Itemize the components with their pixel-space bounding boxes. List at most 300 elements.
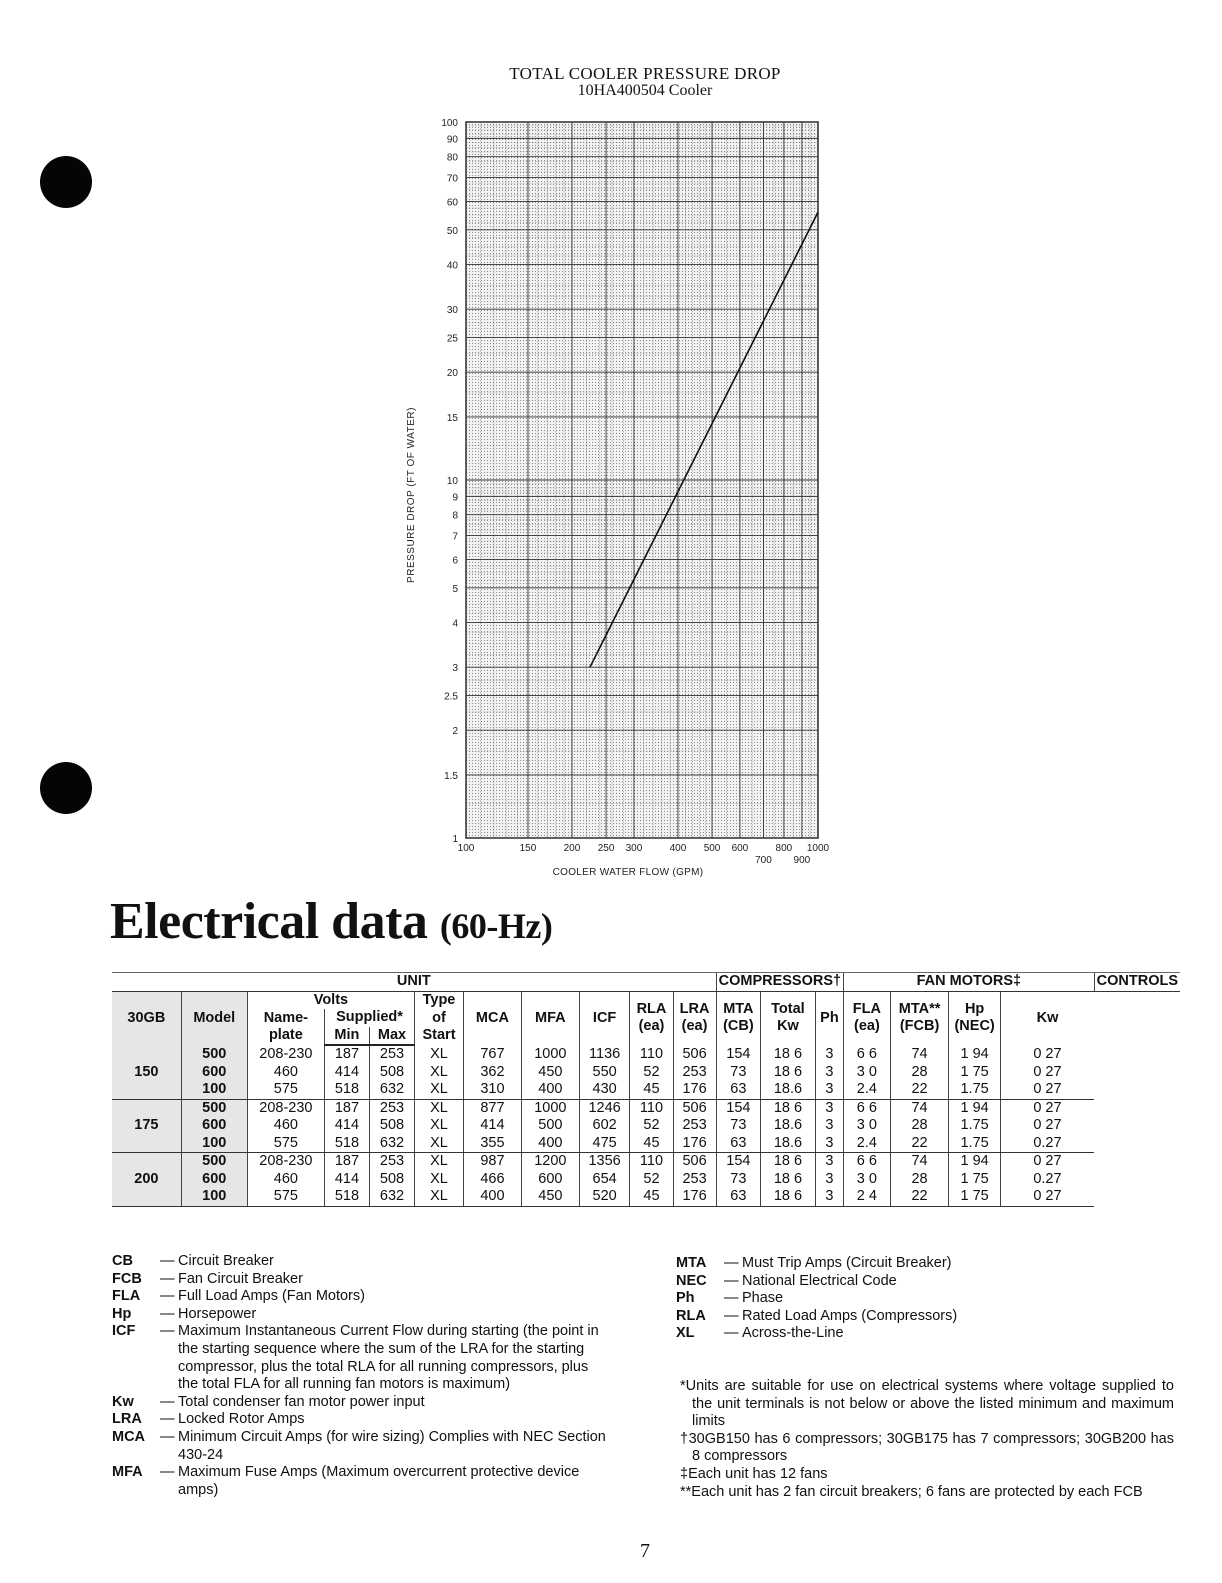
table-row bbox=[112, 1188, 1180, 1206]
table-cell: 6 6 bbox=[844, 1153, 891, 1171]
table-cell: 450 bbox=[521, 1064, 579, 1082]
table-cell: 508 bbox=[369, 1064, 414, 1082]
legend-dash: — bbox=[160, 1270, 175, 1287]
table-cell: 253 bbox=[673, 1117, 716, 1135]
table-cell: 1.75 bbox=[949, 1117, 1000, 1135]
table-cell: 3 bbox=[815, 1064, 843, 1082]
x-tick-label: 600 bbox=[731, 843, 749, 854]
x-tick-label: 300 bbox=[625, 843, 643, 854]
legend-definition: Must Trip Amps (Circuit Breaker) bbox=[742, 1255, 952, 1271]
group-controls: CONTROLS bbox=[1094, 973, 1180, 992]
legend-abbr: CB bbox=[112, 1253, 133, 1269]
legend-definition: Phase bbox=[742, 1290, 784, 1307]
table-cell: 3 bbox=[815, 1153, 843, 1171]
table-cell: 73 bbox=[716, 1064, 761, 1082]
abbreviation-legend-right bbox=[676, 1255, 1156, 1343]
col-supplied: Supplied* bbox=[324, 1009, 414, 1027]
legend-item bbox=[112, 1411, 612, 1429]
col-fla: FLA (ea) bbox=[844, 991, 891, 1045]
table-cell: 987 bbox=[463, 1153, 521, 1171]
legend-abbr: FLA bbox=[112, 1288, 141, 1305]
table-cell: 877 bbox=[463, 1099, 521, 1117]
y-tick-label: 1 bbox=[452, 834, 458, 845]
table-cell: 3 bbox=[815, 1045, 843, 1064]
table-cell: 550 bbox=[579, 1064, 630, 1082]
table-cell: 63 bbox=[716, 1135, 761, 1153]
col-mfa: MFA bbox=[521, 991, 579, 1045]
unit-cell bbox=[112, 1153, 181, 1171]
table-cell: 74 bbox=[890, 1045, 949, 1064]
footnotes bbox=[676, 1378, 1174, 1501]
table-cell: 0 27 bbox=[1000, 1153, 1094, 1171]
table-cell: 0 27 bbox=[1000, 1099, 1094, 1117]
col-mca: MCA bbox=[463, 991, 521, 1045]
table-cell: 460 bbox=[247, 1064, 324, 1082]
table-cell: 460 bbox=[247, 1171, 324, 1189]
legend-dash: — bbox=[160, 1428, 175, 1445]
chart-subtitle: 10HA400504 Cooler bbox=[577, 82, 713, 99]
unit-cell bbox=[112, 1045, 181, 1064]
col-icf: ICF bbox=[579, 991, 630, 1045]
y-tick-label: 6 bbox=[452, 555, 458, 567]
table-cell: 632 bbox=[369, 1188, 414, 1206]
legend-dash: — bbox=[724, 1290, 739, 1307]
legend-abbr: MTA bbox=[676, 1255, 707, 1271]
col-mta-fcb: MTA** (FCB) bbox=[890, 991, 949, 1045]
table-cell: 508 bbox=[369, 1117, 414, 1135]
table-cell: 52 bbox=[630, 1117, 673, 1135]
table-cell: 2.4 bbox=[844, 1135, 891, 1153]
table-row bbox=[112, 1135, 1180, 1153]
unit-cell: 200 bbox=[112, 1171, 181, 1189]
legend-abbr: RLA bbox=[676, 1307, 706, 1324]
table-cell: 63 bbox=[716, 1188, 761, 1206]
legend-item bbox=[112, 1429, 612, 1464]
table-cell: 362 bbox=[463, 1064, 521, 1082]
y-tick-label: 90 bbox=[446, 134, 458, 146]
table-cell: 253 bbox=[369, 1045, 414, 1064]
y-axis-label: PRESSURE DROP (FT OF WATER) bbox=[406, 407, 417, 583]
x-tick-label: 1000 bbox=[806, 843, 830, 854]
y-tick-label: 1.5 bbox=[444, 770, 458, 782]
table-cell: 18 6 bbox=[761, 1099, 816, 1117]
table-cell: 450 bbox=[521, 1188, 579, 1206]
table-cell: 0.27 bbox=[1000, 1135, 1094, 1153]
legend-item bbox=[112, 1323, 612, 1393]
table-cell: 3 bbox=[815, 1081, 843, 1099]
table-cell: 602 bbox=[579, 1117, 630, 1135]
col-type-of-start: Type of Start bbox=[415, 991, 464, 1045]
table-cell: 400 bbox=[521, 1081, 579, 1099]
col-max: Max bbox=[369, 1027, 414, 1046]
legend-definition: Locked Rotor Amps bbox=[178, 1411, 305, 1428]
table-cell: 2.4 bbox=[844, 1081, 891, 1099]
legend-dash: — bbox=[160, 1411, 175, 1428]
table-cell: 508 bbox=[369, 1171, 414, 1189]
table-cell: 18.6 bbox=[761, 1135, 816, 1153]
table-cell: 1200 bbox=[521, 1153, 579, 1171]
heading-sub: (60-Hz) bbox=[439, 906, 553, 946]
table-cell: 414 bbox=[324, 1117, 369, 1135]
table-cell: 3 bbox=[815, 1099, 843, 1117]
table-cell: 208-230 bbox=[247, 1153, 324, 1171]
table-cell: 74 bbox=[890, 1099, 949, 1117]
table-cell: 600 bbox=[181, 1171, 247, 1189]
col-lra: LRA (ea) bbox=[673, 991, 716, 1045]
table-cell: 0 27 bbox=[1000, 1188, 1094, 1206]
table-cell: 73 bbox=[716, 1171, 761, 1189]
x-tick-label: 400 bbox=[669, 843, 687, 854]
footnote: **Each unit has 2 fan circuit breakers; 6 fans are protected by each FCB bbox=[680, 1483, 1143, 1500]
table-cell: XL bbox=[415, 1171, 464, 1189]
table-cell: 518 bbox=[324, 1188, 369, 1206]
x-tick-label: 700 bbox=[755, 855, 772, 866]
table-cell: 0.27 bbox=[1000, 1171, 1094, 1189]
table-cell: XL bbox=[415, 1081, 464, 1099]
legend-abbr: LRA bbox=[112, 1411, 142, 1428]
table-cell: 506 bbox=[673, 1099, 716, 1117]
table-cell: 18 6 bbox=[761, 1171, 816, 1189]
table-cell: 110 bbox=[630, 1099, 673, 1117]
table-cell: 1000 bbox=[521, 1099, 579, 1117]
group-unit: UNIT bbox=[112, 973, 716, 992]
legend-definition: Maximum Instantaneous Current Flow during starting (the point in the starting sequence where the sum of the LRA for the starting compressor, plus the total RLA for all running compressors, plus the total FLA for all running fan motors is maximum) bbox=[178, 1323, 599, 1393]
table-cell: 1 94 bbox=[949, 1045, 1000, 1064]
y-tick-label: 70 bbox=[446, 173, 458, 185]
y-tick-label: 2.5 bbox=[444, 691, 458, 703]
legend-definition: Rated Load Amps (Compressors) bbox=[742, 1307, 958, 1324]
table-cell: 253 bbox=[369, 1153, 414, 1171]
table-cell: 52 bbox=[630, 1171, 673, 1189]
col-volts: Volts bbox=[247, 991, 414, 1009]
legend-item bbox=[112, 1271, 612, 1289]
table-cell: 3 bbox=[815, 1171, 843, 1189]
unit-cell bbox=[112, 1099, 181, 1117]
table-cell: 208-230 bbox=[247, 1045, 324, 1064]
legend-dash: — bbox=[724, 1325, 739, 1342]
col-30gb: 30GB bbox=[112, 991, 181, 1045]
y-tick-label: 80 bbox=[446, 152, 458, 164]
footnote: *Units are suitable for use on electrical systems where voltage supplied to the unit terminals is not below or above the listed minimum and maximum limits bbox=[680, 1378, 1174, 1430]
table-cell: 18 6 bbox=[761, 1188, 816, 1206]
table-cell: 520 bbox=[579, 1188, 630, 1206]
y-tick-label: 4 bbox=[452, 618, 458, 630]
table-cell: 52 bbox=[630, 1064, 673, 1082]
table-cell: XL bbox=[415, 1045, 464, 1064]
table-row bbox=[112, 1064, 1180, 1082]
table-cell: 1 75 bbox=[949, 1171, 1000, 1189]
table-cell: 1 75 bbox=[949, 1064, 1000, 1082]
table-cell: 1 94 bbox=[949, 1099, 1000, 1117]
table-cell: 1 75 bbox=[949, 1188, 1000, 1206]
table-cell: 176 bbox=[673, 1081, 716, 1099]
table-cell: 3 bbox=[815, 1117, 843, 1135]
table-cell: 3 0 bbox=[844, 1064, 891, 1082]
table-cell: 1136 bbox=[579, 1045, 630, 1064]
y-tick-label: 2 bbox=[452, 726, 458, 738]
abbreviation-legend-left bbox=[112, 1253, 612, 1499]
table-cell: 45 bbox=[630, 1188, 673, 1206]
table-cell: 632 bbox=[369, 1135, 414, 1153]
x-tick-label: 100 bbox=[457, 843, 475, 854]
table-cell: XL bbox=[415, 1064, 464, 1082]
unit-cell: 150 bbox=[112, 1064, 181, 1082]
table-cell: 654 bbox=[579, 1171, 630, 1189]
table-cell: 45 bbox=[630, 1135, 673, 1153]
table-cell: 600 bbox=[521, 1171, 579, 1189]
legend-item bbox=[112, 1464, 612, 1499]
table-cell: 3 bbox=[815, 1135, 843, 1153]
table-cell: 400 bbox=[521, 1135, 579, 1153]
legend-item bbox=[112, 1253, 612, 1271]
legend-item bbox=[676, 1273, 1156, 1291]
table-cell: 575 bbox=[247, 1188, 324, 1206]
table-row bbox=[112, 1099, 1180, 1117]
table-cell: 253 bbox=[369, 1099, 414, 1117]
x-tick-label: 250 bbox=[597, 843, 615, 854]
table-row bbox=[112, 1045, 1180, 1064]
legend-abbr: MCA bbox=[112, 1428, 146, 1445]
y-tick-label: 20 bbox=[446, 368, 458, 380]
legend-dash: — bbox=[160, 1323, 175, 1340]
table-cell: 154 bbox=[716, 1045, 761, 1064]
table-cell: 500 bbox=[181, 1099, 247, 1117]
electrical-data-table bbox=[112, 972, 1180, 1207]
y-tick-label: 5 bbox=[452, 583, 458, 595]
table-cell: 506 bbox=[673, 1153, 716, 1171]
table-cell: 74 bbox=[890, 1153, 949, 1171]
y-tick-label: 60 bbox=[446, 197, 458, 209]
table-cell: XL bbox=[415, 1099, 464, 1117]
table-cell: 22 bbox=[890, 1081, 949, 1099]
table-cell: 0 27 bbox=[1000, 1045, 1094, 1064]
col-mta-cb: MTA (CB) bbox=[716, 991, 761, 1045]
table-cell: 1246 bbox=[579, 1099, 630, 1117]
table-cell: 253 bbox=[673, 1171, 716, 1189]
legend-abbr: ICF bbox=[112, 1323, 136, 1340]
col-nameplate: Name-plate bbox=[247, 1009, 324, 1045]
table-cell: 500 bbox=[181, 1045, 247, 1064]
table-cell: 400 bbox=[463, 1188, 521, 1206]
table-cell: 506 bbox=[673, 1045, 716, 1064]
table-cell: 63 bbox=[716, 1081, 761, 1099]
table-cell: 1.75 bbox=[949, 1081, 1000, 1099]
y-tick-label: 7 bbox=[452, 531, 458, 543]
legend-item bbox=[676, 1325, 1156, 1343]
x-tick-label: 200 bbox=[563, 843, 581, 854]
table-cell: 460 bbox=[247, 1117, 324, 1135]
table-cell: 0 27 bbox=[1000, 1081, 1094, 1099]
legend-dash: — bbox=[160, 1253, 175, 1269]
x-tick-label: 150 bbox=[519, 843, 537, 854]
table-cell: 28 bbox=[890, 1171, 949, 1189]
legend-abbr: XL bbox=[676, 1325, 695, 1342]
y-tick-label: 3 bbox=[452, 663, 458, 675]
table-cell: 2 4 bbox=[844, 1188, 891, 1206]
x-tick-label: 800 bbox=[775, 843, 793, 854]
table-cell: 1356 bbox=[579, 1153, 630, 1171]
legend-item bbox=[676, 1255, 1156, 1273]
table-cell: 22 bbox=[890, 1188, 949, 1206]
table-cell: 1000 bbox=[521, 1045, 579, 1064]
table-cell: 500 bbox=[181, 1153, 247, 1171]
table-cell: 110 bbox=[630, 1045, 673, 1064]
heading-main: Electrical data bbox=[110, 893, 428, 950]
table-cell: 1.75 bbox=[949, 1135, 1000, 1153]
unit-cell bbox=[112, 1081, 181, 1099]
group-compressors: COMPRESSORS† bbox=[716, 973, 843, 992]
legend-abbr: Ph bbox=[676, 1290, 695, 1307]
table-cell: 355 bbox=[463, 1135, 521, 1153]
table-cell: 187 bbox=[324, 1045, 369, 1064]
legend-abbr: MFA bbox=[112, 1464, 143, 1481]
table-cell: XL bbox=[415, 1117, 464, 1135]
col-total-kw: Total Kw bbox=[761, 991, 816, 1045]
table-cell: 466 bbox=[463, 1171, 521, 1189]
col-min: Min bbox=[324, 1027, 369, 1046]
legend-dash: — bbox=[160, 1393, 175, 1410]
legend-item bbox=[112, 1306, 612, 1324]
y-tick-label: 100 bbox=[441, 118, 458, 129]
legend-abbr: Kw bbox=[112, 1393, 134, 1410]
legend-definition: Horsepower bbox=[178, 1305, 257, 1322]
legend-item bbox=[676, 1308, 1156, 1326]
table-cell: 18 6 bbox=[761, 1153, 816, 1171]
table-cell: 632 bbox=[369, 1081, 414, 1099]
table-row bbox=[112, 1117, 1180, 1135]
legend-definition: Across-the-Line bbox=[742, 1325, 844, 1342]
table-cell: XL bbox=[415, 1153, 464, 1171]
section-heading bbox=[110, 892, 552, 951]
table-cell: 767 bbox=[463, 1045, 521, 1064]
col-ph: Ph bbox=[815, 991, 843, 1045]
legend-dash: — bbox=[160, 1288, 175, 1305]
table-cell: 208-230 bbox=[247, 1099, 324, 1117]
table-row bbox=[112, 1081, 1180, 1099]
table-cell: 600 bbox=[181, 1117, 247, 1135]
table-cell: 600 bbox=[181, 1064, 247, 1082]
table-cell: 414 bbox=[463, 1117, 521, 1135]
table-cell: 18 6 bbox=[761, 1045, 816, 1064]
legend-definition: Circuit Breaker bbox=[178, 1253, 274, 1269]
table-cell: 414 bbox=[324, 1171, 369, 1189]
y-tick-label: 9 bbox=[452, 492, 458, 504]
legend-definition: Full Load Amps (Fan Motors) bbox=[178, 1288, 365, 1305]
x-axis-label: COOLER WATER FLOW (GPM) bbox=[552, 867, 704, 878]
table-cell: 45 bbox=[630, 1081, 673, 1099]
table-cell: 154 bbox=[716, 1153, 761, 1171]
table-cell: 18 6 bbox=[761, 1064, 816, 1082]
y-tick-label: 25 bbox=[446, 333, 458, 345]
table-cell: 0 27 bbox=[1000, 1117, 1094, 1135]
table-cell: 187 bbox=[324, 1153, 369, 1171]
legend-abbr: FCB bbox=[112, 1270, 142, 1287]
legend-abbr: NEC bbox=[676, 1272, 707, 1289]
table-cell: 22 bbox=[890, 1135, 949, 1153]
table-cell: 100 bbox=[181, 1188, 247, 1206]
table-cell: 475 bbox=[579, 1135, 630, 1153]
legend-definition: National Electrical Code bbox=[742, 1272, 897, 1289]
table-cell: 1 94 bbox=[949, 1153, 1000, 1171]
group-fan-motors: FAN MOTORS‡ bbox=[844, 973, 1095, 992]
table-cell: 18.6 bbox=[761, 1117, 816, 1135]
table-cell: 500 bbox=[521, 1117, 579, 1135]
table-cell: 3 0 bbox=[844, 1117, 891, 1135]
footnote: ‡Each unit has 12 fans bbox=[680, 1465, 828, 1482]
chart-title: TOTAL COOLER PRESSURE DROP bbox=[509, 64, 781, 83]
table-cell: XL bbox=[415, 1135, 464, 1153]
table-cell: 310 bbox=[463, 1081, 521, 1099]
table-cell: 28 bbox=[890, 1117, 949, 1135]
y-tick-label: 50 bbox=[446, 225, 458, 237]
legend-abbr: Hp bbox=[112, 1305, 132, 1322]
legend-definition: Total condenser fan motor power input bbox=[178, 1393, 425, 1410]
table-cell: 28 bbox=[890, 1064, 949, 1082]
table-cell: 253 bbox=[673, 1064, 716, 1082]
table-cell: XL bbox=[415, 1188, 464, 1206]
unit-cell: 175 bbox=[112, 1117, 181, 1135]
table-cell: 100 bbox=[181, 1081, 247, 1099]
unit-cell bbox=[112, 1188, 181, 1206]
legend-item bbox=[676, 1290, 1156, 1308]
legend-dash: — bbox=[160, 1305, 175, 1322]
table-row bbox=[112, 1171, 1180, 1189]
table-cell: 430 bbox=[579, 1081, 630, 1099]
y-tick-label: 40 bbox=[446, 260, 458, 272]
x-tick-label: 500 bbox=[703, 843, 721, 854]
table-cell: 6 6 bbox=[844, 1099, 891, 1117]
table-cell: 0 27 bbox=[1000, 1064, 1094, 1082]
table-cell: 73 bbox=[716, 1117, 761, 1135]
table-cell: 414 bbox=[324, 1064, 369, 1082]
y-tick-label: 10 bbox=[446, 476, 458, 487]
table-cell: 176 bbox=[673, 1135, 716, 1153]
table-cell: 3 bbox=[815, 1188, 843, 1206]
legend-definition: Minimum Circuit Amps (for wire sizing) Complies with NEC Section 430-24 bbox=[178, 1428, 606, 1463]
legend-dash: — bbox=[724, 1255, 739, 1271]
page-number: 7 bbox=[640, 1540, 650, 1562]
table-cell: 3 0 bbox=[844, 1171, 891, 1189]
col-rla: RLA (ea) bbox=[630, 991, 673, 1045]
table-cell: 110 bbox=[630, 1153, 673, 1171]
unit-cell bbox=[112, 1135, 181, 1153]
legend-item bbox=[112, 1394, 612, 1412]
x-tick-label: 900 bbox=[793, 855, 811, 866]
col-model: Model bbox=[181, 991, 247, 1045]
table-cell: 575 bbox=[247, 1135, 324, 1153]
legend-dash: — bbox=[724, 1307, 739, 1324]
table-cell: 176 bbox=[673, 1188, 716, 1206]
table-cell: 18.6 bbox=[761, 1081, 816, 1099]
y-tick-label: 8 bbox=[452, 510, 458, 522]
col-controls-kw: Kw bbox=[1000, 991, 1094, 1045]
table-cell: 6 6 bbox=[844, 1045, 891, 1064]
footnote: †30GB150 has 6 compressors; 30GB175 has 7 compressors; 30GB200 has 8 compressors bbox=[680, 1430, 1174, 1465]
table-row bbox=[112, 1153, 1180, 1171]
table-cell: 518 bbox=[324, 1135, 369, 1153]
legend-dash: — bbox=[724, 1272, 739, 1289]
legend-definition: Fan Circuit Breaker bbox=[178, 1270, 303, 1287]
table-cell: 100 bbox=[181, 1135, 247, 1153]
table-cell: 187 bbox=[324, 1099, 369, 1117]
col-hp: Hp (NEC) bbox=[949, 991, 1000, 1045]
table-cell: 154 bbox=[716, 1099, 761, 1117]
y-tick-label: 30 bbox=[446, 305, 458, 317]
table-cell: 575 bbox=[247, 1081, 324, 1099]
table-cell: 518 bbox=[324, 1081, 369, 1099]
legend-dash: — bbox=[160, 1464, 175, 1481]
legend-definition: Maximum Fuse Amps (Maximum overcurrent protective device amps) bbox=[178, 1464, 580, 1498]
